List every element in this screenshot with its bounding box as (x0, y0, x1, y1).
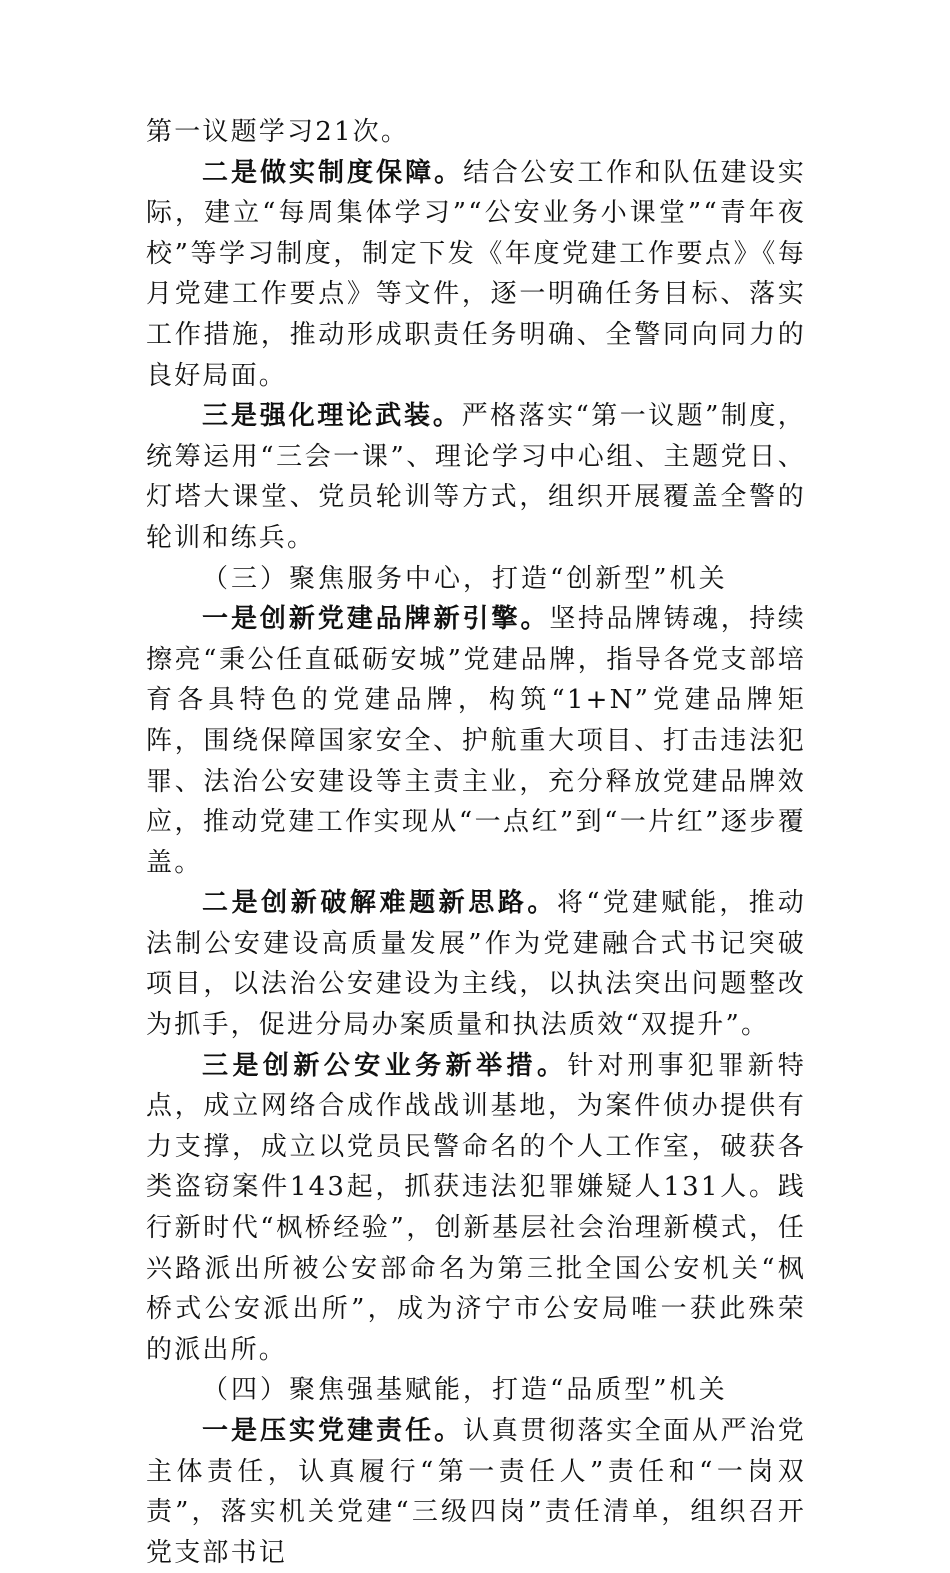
section-heading-three (146, 559, 806, 600)
paragraph-lead: 三是强化理论武装。 (202, 401, 462, 432)
document-body (146, 112, 806, 1573)
paragraph-institution-guarantee (146, 153, 806, 397)
paragraph-text: 严格落实“第一议题”制度，统筹运用“三会一课”、理论学习中心组、主题党日、灯塔大课堂、党员轮训等方式，组织开展覆盖全警的轮训和练兵。 (146, 401, 806, 553)
paragraph-theory-armament (146, 396, 806, 558)
section-heading-text: （四）聚焦强基赋能，打造“品质型”机关 (202, 1375, 728, 1406)
paragraph-party-responsibility (146, 1411, 806, 1573)
paragraph-brand-engine (146, 599, 806, 883)
paragraph-text: 认真贯彻落实全面从严治党主体责任，认真履行“第一责任人”责任和“一岗双责”，落实机关党建“三级四岗”责任清单，组织召开党支部书记 (146, 1416, 806, 1568)
paragraph-text: 针对刑事犯罪新特点，成立网络合成作战战训基地，为案件侦办提供有力支撑，成立以党员民警命名的个人工作室，破获各类盗窃案件143起，抓获违法犯罪嫌疑人131人。践行新时代“枫桥经验”，创新基层社会治理新模式，任兴路派出所被公安部命名为第三批全国公安机关“枫桥式公安派出所”，成为济宁市公安局唯一获此殊荣的派出所。 (146, 1050, 807, 1365)
paragraph-text: 第一议题学习21次。 (146, 117, 410, 147)
paragraph-continuation (146, 112, 806, 153)
paragraph-text: 结合公安工作和队伍建设实际，建立“每周集体学习”“公安业务小课堂”“青年夜校”等学习制度，制定下发《年度党建工作要点》《每月党建工作要点》等文件，逐一明确任务目标、落实工作措施，推动形成职责任务明确、全警同向同力的良好局面。 (146, 157, 806, 391)
paragraph-lead: 三是创新公安业务新举措。 (202, 1050, 568, 1081)
paragraph-lead: 二是创新破解难题新思路。 (202, 888, 558, 919)
paragraph-lead: 一是压实党建责任。 (202, 1416, 464, 1446)
paragraph-text: 将“党建赋能，推动法制公安建设高质量发展”作为党建融合式书记突破项目，以法治公安建设为主线，以执法突出问题整改为抓手，促进分局办案质量和执法质效“双提升”。 (146, 888, 807, 1041)
paragraph-lead: 一是创新党建品牌新引擎。 (202, 604, 550, 635)
paragraph-text: 坚持品牌铸魂，持续擦亮“秉公任直砥砺安城”党建品牌，指导各党支部培育各具特色的党建品牌，构筑“1+N”党建品牌矩阵，围绕保障国家安全、护航重大项目、打击违法犯罪、法治公安建设等主责主业，充分释放党建品牌效应，推动党建工作实现从“一点红”到“一片红”逐步覆盖。 (146, 604, 807, 878)
paragraph-problem-solving (146, 883, 806, 1045)
paragraph-lead: 二是做实制度保障。 (202, 157, 464, 188)
section-heading-text: （三）聚焦服务中心，打造“创新型”机关 (202, 563, 728, 594)
paragraph-police-measures (146, 1046, 806, 1371)
section-heading-four (146, 1370, 806, 1411)
